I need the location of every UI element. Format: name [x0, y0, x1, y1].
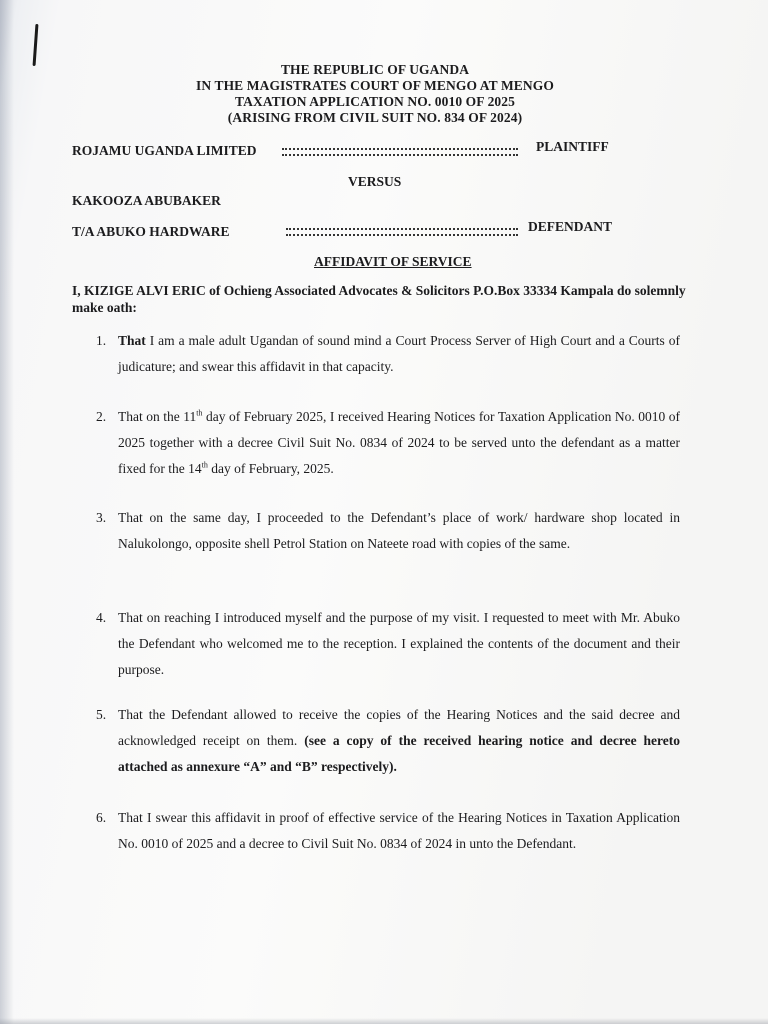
page-bottom-edge: [0, 1018, 768, 1024]
paragraph-1: [96, 328, 680, 380]
handwritten-margin-mark: [33, 24, 39, 66]
paragraph-number: 3.: [96, 510, 107, 525]
paragraph-3: [96, 505, 680, 557]
paragraph-number: 4.: [96, 610, 107, 625]
heading-republic: THE REPUBLIC OF UGANDA: [280, 62, 470, 77]
paragraph-text: That on the same day, I proceeded to the Defendant’s place of work/ hardware shop located in Nalukolongo, opposite shell Petrol Station on Nateete road with copies of the same.: [118, 510, 680, 551]
paragraph-4: [96, 605, 680, 683]
plaintiff-dotted-leader: [282, 148, 518, 156]
paragraph-text: That on the 11th day of February 2025, I received Hearing Notices for Taxation Application No. 0010 of 2025 together with a decree Civil Suit No. 0834 of 2024 to be served unto the defendant as a matter fixed for the 14th day of February, 2025.: [118, 408, 680, 476]
paragraph-number: 1.: [96, 333, 107, 348]
paragraph-text: That on reaching I introduced myself and the purpose of my visit. I requested to meet with Mr. Abuko the Defendant who welcomed me to the reception. I explained the contents of the document and their purpose.: [118, 610, 680, 677]
heading-court: IN THE MAGISTRATES COURT OF MENGO AT MENGO: [196, 78, 554, 93]
plaintiff-name: ROJAMU UGANDA LIMITED: [72, 143, 257, 158]
defendant-trading-name: T/A ABUKO HARDWARE: [72, 224, 230, 239]
document-title: AFFIDAVIT OF SERVICE: [314, 254, 472, 269]
paragraph-number: 2.: [96, 409, 107, 424]
heading-arising-from: (ARISING FROM CIVIL SUIT NO. 834 OF 2024): [227, 110, 523, 125]
defendant-role: DEFENDANT: [528, 219, 613, 234]
page-edge-shadow: [0, 0, 14, 1024]
annexure-reference: (see a copy of the received hearing notice and decree hereto attached as annexure “A” and “B” respectively).: [118, 733, 681, 774]
paragraph-2: [96, 404, 680, 482]
defendant-dotted-leader: [286, 228, 518, 236]
paragraph-5: [96, 702, 680, 780]
paragraph-number: 5.: [96, 707, 107, 722]
paragraph-text: That the Defendant allowed to receive the copies of the Hearing Notices and the said decree and acknowledged receipt on them. (see a copy of the received hearing notice and decree hereto attached as annexure “A” and “B” respectively).: [118, 707, 681, 774]
heading-application-number: TAXATION APPLICATION NO. 0010 OF 2025: [235, 94, 515, 109]
plaintiff-role: PLAINTIFF: [536, 139, 609, 154]
paragraph-6: [96, 805, 680, 857]
deponent-intro: I, KIZIGE ALVI ERIC of Ochieng Associated Advocates & Solicitors P.O.Box 33334 Kampala do solemnly make oath:: [72, 283, 686, 315]
paragraph-number: 6.: [96, 810, 107, 825]
paragraph-text: That I am a male adult Ugandan of sound mind a Court Process Server of High Court and a Courts of judicature; and swear this affidavit in that capacity.: [118, 333, 680, 374]
defendant-name: KAKOOZA ABUBAKER: [72, 193, 221, 208]
paragraph-text: That I swear this affidavit in proof of effective service of the Hearing Notices in Taxation Application No. 0010 of 2025 and a decree to Civil Suit No. 0834 of 2024 in unto the Defendant.: [118, 810, 680, 851]
versus-label: VERSUS: [348, 174, 402, 189]
